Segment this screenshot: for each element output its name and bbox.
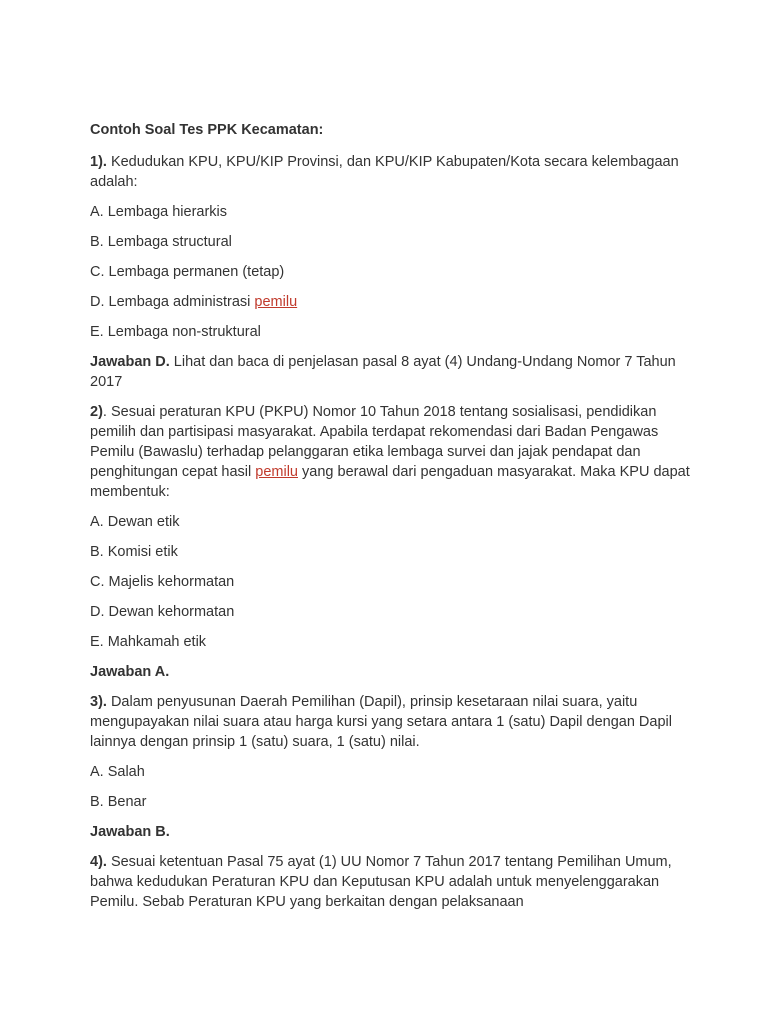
q1-option-c: C. Lembaga permanen (tetap)	[90, 264, 285, 280]
q2-option-b: B. Komisi etik	[90, 544, 178, 560]
question-1-number: 1).	[90, 154, 107, 170]
q3-option-a: A. Salah	[90, 764, 145, 780]
q1-answer-text: Lihat dan baca di penjelasan pasal 8 ayat (4) Undang-Undang Nomor 7 Tahun 2017	[90, 354, 676, 390]
question-2	[90, 402, 690, 502]
question-2-number: 2)	[90, 404, 103, 420]
question-4	[90, 852, 690, 912]
question-3-number: 3).	[90, 694, 107, 710]
q2-answer	[90, 662, 690, 682]
question-2-text: . Sesuai peraturan KPU (PKPU) Nomor 10 Tahun 2018 tentang sosialisasi, pendidikan pemilih dan partisipasi masyarakat. Apabila terdapat rekomendasi dari Badan Pengawas Pemilu (Bawaslu) terhadap pelanggaran etika lembaga survei dan jajak pendapat dan penghitungan cepat hasil	[90, 404, 659, 480]
q2-option-c: C. Majelis kehormatan	[90, 574, 235, 590]
q1-answer	[90, 352, 690, 392]
q1-option-a: A. Lembaga hierarkis	[90, 204, 228, 220]
document-page	[90, 120, 690, 922]
q2-option-e: E. Mahkamah etik	[90, 634, 207, 650]
q2-option-d: D. Dewan kehormatan	[90, 604, 235, 620]
q1-answer-label: Jawaban D.	[90, 354, 170, 370]
q1-option-e: E. Lembaga non-struktural	[90, 324, 261, 340]
question-1	[90, 152, 690, 192]
q3-answer-label: Jawaban B.	[90, 824, 170, 840]
pemilu-link[interactable]: pemilu	[254, 294, 298, 310]
question-4-number: 4).	[90, 854, 107, 870]
question-1-text: Kedudukan KPU, KPU/KIP Provinsi, dan KPU/KIP Kabupaten/Kota secara kelembagaan adalah:	[90, 154, 679, 190]
question-3-text: Dalam penyusunan Daerah Pemilihan (Dapil), prinsip kesetaraan nilai suara, yaitu mengupayakan nilai suara atau harga kursi yang setara antara 1 (satu) Dapil dengan Dapil lainnya dengan prinsip 1 (satu) suara, 1 (satu) nilai.	[90, 694, 672, 750]
q1-option-d	[90, 292, 690, 312]
q2-answer-label: Jawaban A.	[90, 664, 170, 680]
q1-option-b: B. Lembaga structural	[90, 234, 232, 250]
q2-option-a: A. Dewan etik	[90, 514, 180, 530]
question-4-text: Sesuai ketentuan Pasal 75 ayat (1) UU Nomor 7 Tahun 2017 tentang Pemilihan Umum, bahwa kedudukan Peraturan KPU dan Keputusan KPU adalah untuk menyelenggarakan Pemilu. Sebab Peraturan KPU yang berkaitan dengan pelaksanaan	[90, 854, 672, 910]
pemilu-link[interactable]: pemilu	[255, 464, 298, 480]
q3-option-b: B. Benar	[90, 794, 147, 810]
question-3	[90, 692, 690, 752]
document-title: Contoh Soal Tes PPK Kecamatan:	[90, 122, 324, 138]
question-2-text-end: yang berawal dari pengaduan masyarakat. Maka KPU dapat membentuk:	[90, 464, 690, 500]
q3-answer	[90, 822, 690, 842]
q1-option-d-text: D. Lembaga administrasi	[90, 294, 255, 310]
